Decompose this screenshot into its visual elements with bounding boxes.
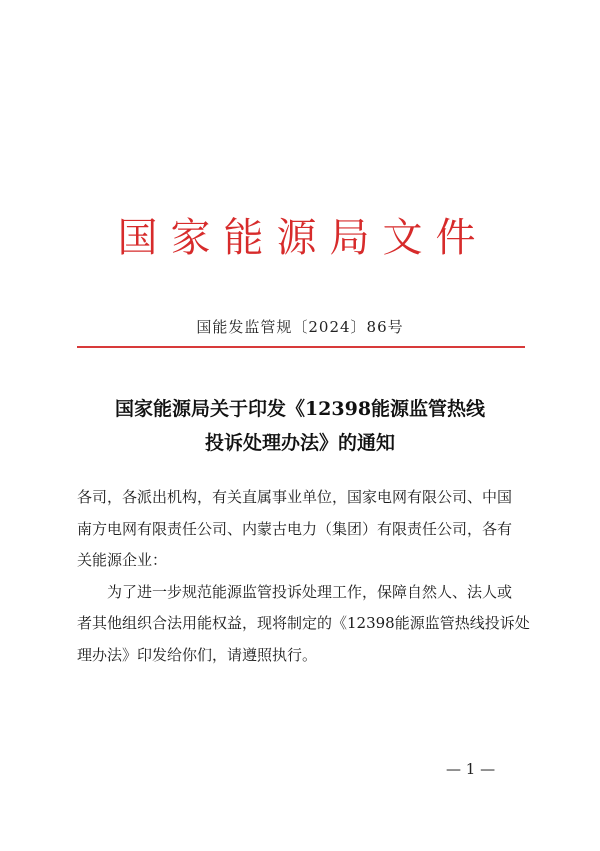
page-number: — 1 — xyxy=(446,760,496,778)
masthead-title: 国家能源局文件 xyxy=(117,215,489,261)
recipients-line: 关能源企业： xyxy=(77,551,168,569)
notice-title-line: 投诉处理办法》的通知 xyxy=(204,432,395,454)
notice-body xyxy=(77,482,530,671)
notice-title xyxy=(0,392,600,460)
document-number: 国能发监管规〔2024〕86号 xyxy=(196,318,404,336)
paragraph-line: 理办法》印发给你们，请遵照执行。 xyxy=(77,645,318,664)
notice-title-line: 国家能源局关于印发《12398能源监管热线 xyxy=(114,398,486,420)
recipients-line: 各司，各派出机构，有关直属事业单位，国家电网有限公司、中国 xyxy=(77,488,513,506)
red-divider-line xyxy=(77,346,525,348)
paragraph-line: 为了进一步规范能源监管投诉处理工作，保障自然人、法人或 xyxy=(107,582,513,601)
recipients-line: 南方电网有限责任公司、内蒙古电力（集团）有限责任公司，各有 xyxy=(77,519,513,538)
paragraph-line: 者其他组织合法用能权益，现将制定的《12398能源监管热线投诉处 xyxy=(77,614,530,632)
